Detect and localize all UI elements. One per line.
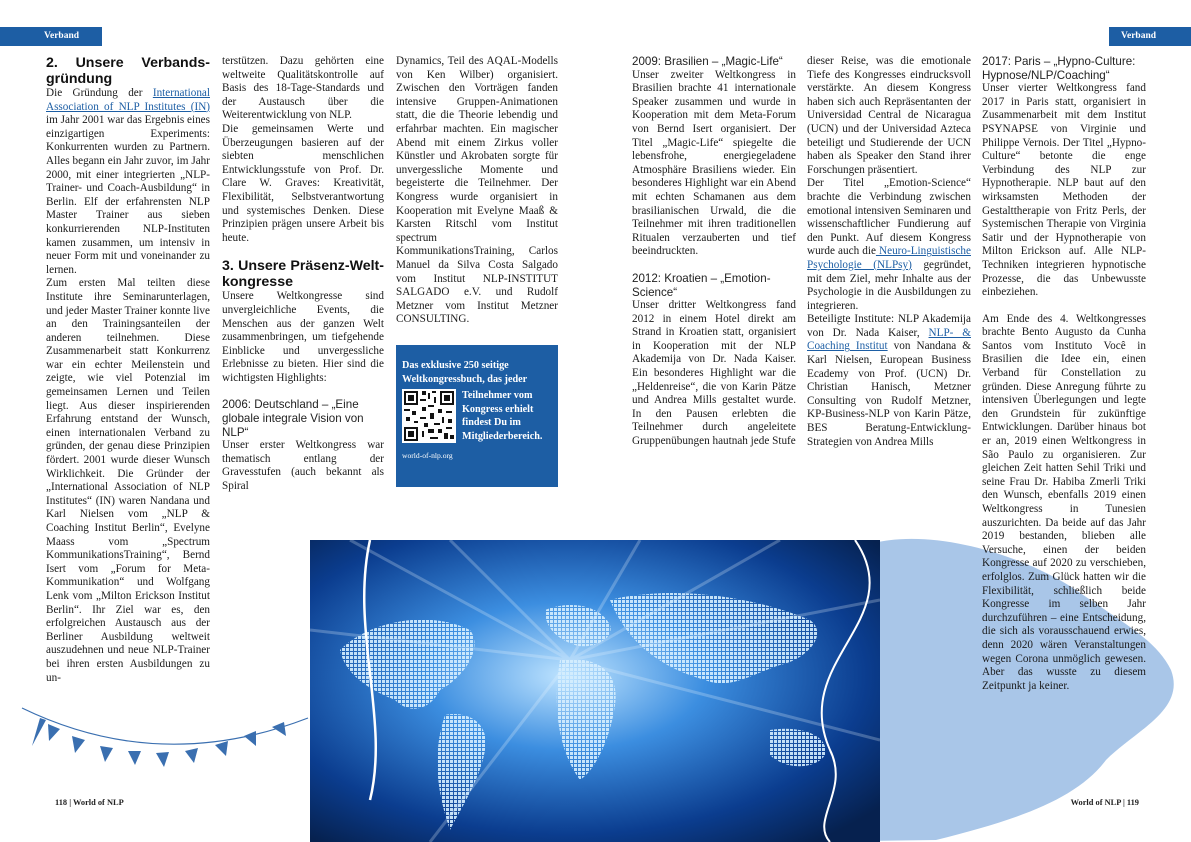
paragraph: dieser Reise, was die emotionale Tiefe des Kongresses eindrucksvoll verstärkte. An diesem Kongress haben sich auch Repräsentanten der Universidad Central de Nicaragua (UCN) und der Universidad Azteca beteiligt und Studierende der UCN haben als Speaker den Stand ihrer Forschungen präsentiert. [807, 55, 971, 176]
subheading-2009: 2009: Brasilien – „Magic-Life“ [632, 55, 783, 68]
association-link[interactable]: International Association of NLP Institutes (IN) [46, 87, 210, 113]
subheading-2012: 2012: Kroatien – „Emotion-Science“ [632, 271, 771, 299]
left-column-1 [46, 55, 210, 685]
paragraph: Unser erster Weltkongress war thematisch entlang der Gravesstufen (auch bekannt als Spiral [222, 439, 384, 493]
left-column-2 [222, 55, 384, 494]
paragraph: Unser zweiter Weltkongress in Brasilien brachte 41 internationale Speaker zusammen und wurde in Kooperation mit dem Meta-Forum von Bernd Isert organisiert. Der Titel „Magic-Life“ spiegelte die lebensfrohe, energiegeladene Atmosphäre Brasiliens wieder. Ein besonderes Highlight war ein Abend mit echten Schamanen aus dem brasilianischen Urwald, die die Teilnehmer mit ihren traditionellen Ritualen verzauberten und tief beeindruckten. [632, 68, 796, 258]
right-column-1 [632, 55, 796, 449]
paragraph: Beteiligte Institute: NLP Akademija von Dr. Nada Kaiser, NLP- & Coaching Institut von Nandana & Karl Nielsen, European Business Ecademy von Prof. (UCN) Dr. Christian Hanisch, Metzner Consulting von Rudolf Metzner, KP-Business-NLP von Karin Pätze, BES Beratung-Entwicklung-Strategien von Andrea Mills [807, 313, 971, 448]
section-heading-founding: 2. Unsere Verbands-gründung [46, 55, 210, 87]
page-number-right: World of NLP | 119 [1070, 798, 1139, 807]
right-column-2 [807, 55, 971, 449]
paragraph: terstützen. Dazu gehörten eine weltweite Qualitätskontrolle auf Basis des 18-Tage-Standards und der Austausch über die Weiterentwicklung von NLP. [222, 55, 384, 122]
bunting-garland-icon [20, 690, 310, 800]
section-heading-congresses: 3. Unsere Präsenz-Welt-kongresse [222, 258, 384, 291]
qr-code-icon[interactable] [402, 389, 456, 443]
section-tag-right: Verband [1109, 27, 1191, 46]
promo-title: Das exklusive 250 seitige Weltkongressbuch, das jeder [402, 360, 528, 385]
paragraph: Der Titel „Emotion-Science“ brachte die Verbindung zwischen emotional intensiven Seminaren und wissenschaftlicher Fundierung auf den Punkt. Auf diesem Kongress wurde auch die Neuro-Linguistische Psychologie (NLPsy) gegründet, mit dem Ziel, mehr Inhalte aus der Psychologie in die Ausbildungen zu integrieren. [807, 177, 971, 312]
page-number-left: 118 | World of NLP [55, 798, 124, 807]
world-map-photo [310, 540, 880, 842]
paragraph: Unser vierter Weltkongress fand 2017 in Paris statt, organisiert in Zusammenarbeit mit dem Institut PSYNAPSE von Virginie und Philippe Vernois. Der Titel „Hypno-Culture“ betonte die enge Verbindung des NLP zur Hypnotherapie. NLP baut auf den wirksamsten Methoden der Gestalttherapie von Fritz Perls, der Systemischen Therapie von Virginia Satir und der Hypnotherapie von Milton Erickson auf. Alle NLP-Techniken integrieren hypnotische Prozesse, die das Unbewusste einbeziehen. [982, 82, 1146, 299]
left-column-3 [396, 55, 558, 327]
promo-box [396, 345, 558, 487]
right-column-3 [982, 55, 1146, 693]
subheading-2006: 2006: Deutschland – „Eine globale integrale Vision von NLP“ [222, 398, 364, 439]
paragraph: Dynamics, Teil des AQAL-Modells von Ken Wilber) organisiert. Zwischen den Vorträgen fanden intensive Gruppen-Animationen statt, die die Theorie lebendig und erfahrbar machten. Ein magischer Abend mit einem Zirkus voller Künstler und Akrobaten sorgte für unvergessliche Momente und begeisterte die Teilnehmer. Der Kongress wurde organisiert in Kooperation mit Evelyne Maaß & Karsten Ritschl vom Institut spectrum KommunikationsTraining, Carlos Manuel da Silva Costa Salgado vom Institut NLP-INSTITUT SALGADO e.V. und Rudolf Metzner vom Institut Metzner CONSULTING. [396, 55, 558, 326]
paragraph: Am Ende des 4. Weltkongresses brachte Bento Augusto da Cunha Santos vom Instituto Você in Brasilien die Idee ein, einen Verband für Constellation zu gründen. Diese Anregung führte zu intensiven Überlegungen und legte den Grundstein für zukünftige Entwicklungen. Darüber hinaus bot er an, 2019 einen Weltkongress in São Paulo zu organisieren. Zur gleichen Zeit hatten Sehil Triki und seine Frau Dr. Habiba Zmerli Triki den Wunsch, ebenfalls 2019 einen Weltkongress in Tunesien auszurichten. Da beide auf das Jahr 2019 bestanden, blieben alle Versuche, einen der beiden Kongresse auf 2020 zu verschieben, erfolglos. Zum Glück hatten wir die Flexibilität, schließlich beide Kongresse im selben Jahr durchzuführen – eine Entscheidung, die sich als vorausschauend erwies, denn 2020 wären Veranstaltungen wegen Corona unmöglich gewesen. Aber das wusste zu diesem Zeitpunkt ja keiner. [982, 312, 1146, 692]
paragraph: Die gemeinsamen Werte und Überzeugungen basieren auf der siebten menschlichen Entwicklungsstufe von Prof. Dr. Clare W. Graves: Kreativität, Flexibilität, Selbstverantwortung und systemisches Denken. Diese Prinzipien prägen unsere Arbeit bis heute. [222, 122, 384, 244]
paragraph: Die Gründung der International Association of NLP Institutes (IN) im Jahr 2001 war das Ergebnis eines einzigartigen Experiments: Konkurrenten wurden zu Partnern. Alles begann ein Jahr zuvor, im Jahr 2000, mit einer integrierten „NLP-Trainer- und Coach-Ausbildung“ in Berlin. Elf der erfahrensten NLP Master Trainer aus sieben konkurrierenden NLP-Instituten kamen zusammen, um intensiv in neuer Form mit und voneinander zu lernen. [46, 87, 210, 276]
subheading-2017: 2017: Paris – „Hypno-Culture: Hypnose/NLP/Coaching“ [982, 55, 1136, 82]
paragraph: Unser dritter Weltkongress fand 2012 in einem Hotel direkt am Strand in Kroatien statt, organisiert in Kooperation mit der NLP Akademija von Dr. Nada Kaiser. Ein besonderes Highlight war die „Heldenreise“, die von Karin Pätze und Andrea Mills gestaltet wurde. In den Pausen erlebten die Teilnehmer durch angeleitete Gruppenübungen hautnah jede Stufe [632, 299, 796, 448]
paragraph: Zum ersten Mal teilten diese Institute ihre Seminarunterlagen, und jeder Master Trainer konnte live an den Trainingsanteilen der anderen teilnehmen. Diese Zusammenarbeit statt Konkurrenz war ein echter Meilenstein und zeigte, wie viel Potenzial im gemeinsamen Lernen und Teilen liegt. Aus dieser inspirierenden Erfahrung entstand der Wunsch, einen internationalen Verband zu gründen, der genau diese Prinzipien fördert. 2001 wurde dieser Wunsch Wirklichkeit. Die Gründer der „International Association of NLP Institutes“ (IN) waren Nandana und Karl Nielsen vom „NLP & Coaching Institut Berlin“, Evelyne Maass vom „Spectrum KommunikationsTraining“, Bernd Isert vom „Forum for Meta-Kommunikation“ und Wolfgang Lenk vom „Milton Erickson Institut Berlin“. Ihr Ziel war es, den erfolgreichen Austausch aus der Berliner Ausbildung weltweit auszudehnen und neue NLP-Trainer bei ihren ersten Ausbildungen zu un- [46, 277, 210, 684]
coaching-institut-link[interactable]: NLP- & Coaching Institut [807, 326, 971, 353]
promo-text: Teilnehmer vom Kongress erhielt findest Du im Mitgliederbereich. [462, 390, 543, 442]
paragraph: Unsere Weltkongresse sind unvergleichliche Events, die Menschen aus der ganzen Welt zusammenbringen, um tiefgehende Einblicke und unvergessliche Erlebnisse zu bieten. Hier sind die wichtigsten Highlights: [222, 290, 384, 384]
promo-url[interactable]: world-of-nlp.org [402, 451, 453, 460]
nlpsy-link[interactable]: Neuro-Linguistische Psychologie (NLPsy) [807, 245, 971, 271]
section-tag-left: Verband [0, 27, 102, 46]
